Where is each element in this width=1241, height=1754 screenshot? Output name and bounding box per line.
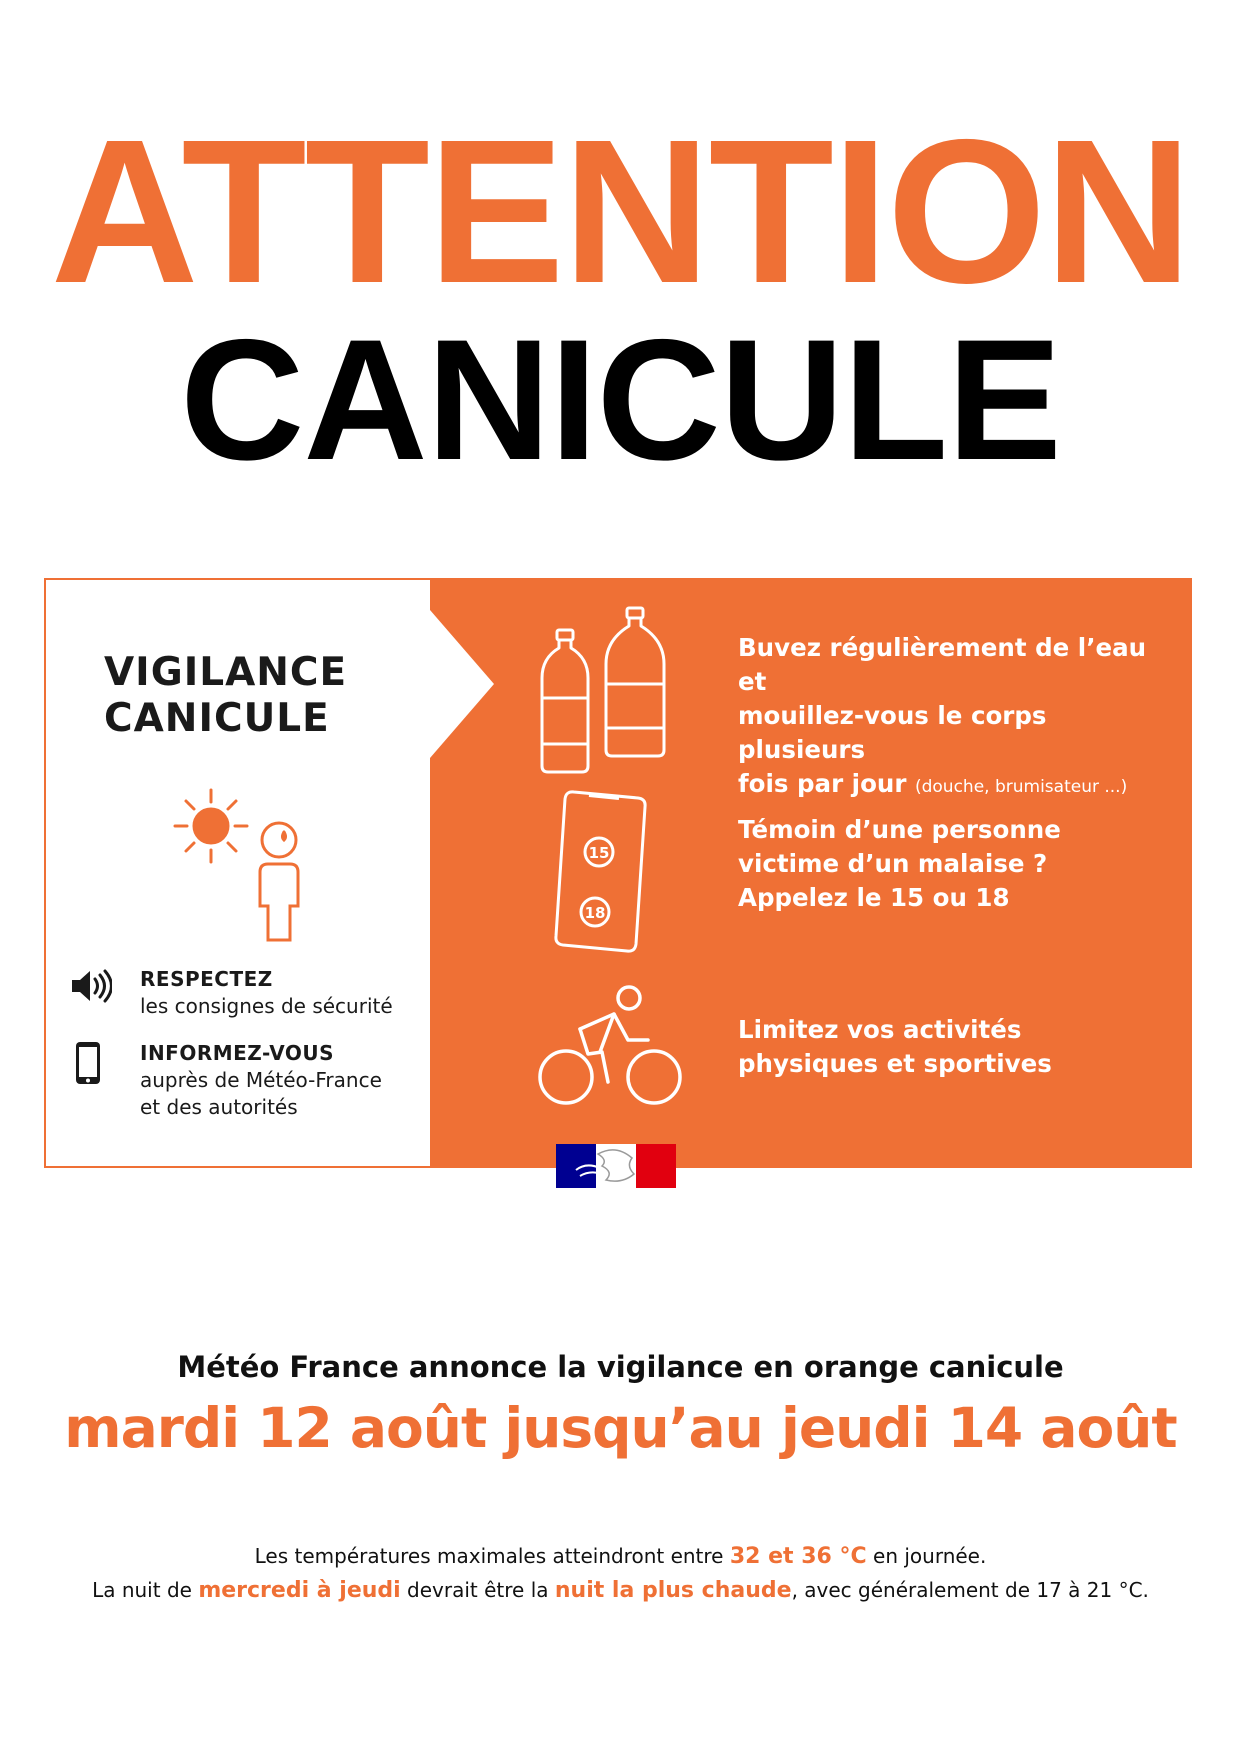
- footer-line1: [0, 1544, 1241, 1569]
- speaker-icon: [68, 966, 112, 1006]
- advice-call-line3: Appelez le 15 ou 18: [738, 883, 1010, 912]
- announcement-dates: mardi 12 août jusqu’au jeudi 14 août: [64, 1396, 1177, 1460]
- smartphone-icon: [68, 1040, 112, 1088]
- phone-number-18: 18: [584, 904, 606, 922]
- advice-sport-line2: physiques et sportives: [738, 1049, 1052, 1078]
- phone-icon: [544, 788, 664, 958]
- footer-line2: [0, 1578, 1241, 1603]
- title-attention: ATTENTION: [50, 97, 1191, 326]
- footer-line1-a: Les températures maximales atteindront entre: [254, 1544, 730, 1568]
- footer-line2-a: La nuit de: [92, 1578, 199, 1602]
- advice-water-line2: mouillez-vous le corps plusieurs: [738, 701, 1047, 764]
- water-bottles-icon: [534, 606, 674, 776]
- advice-call-line2: victime d’un malaise ?: [738, 849, 1048, 878]
- informez-title: INFORMEZ-VOUS: [140, 1041, 335, 1065]
- advice-call: [738, 813, 1178, 915]
- vigilance-title-line2: CANICULE: [104, 696, 330, 741]
- advice-sport: [738, 1013, 1178, 1081]
- footer-line1-b: en journée.: [866, 1544, 987, 1568]
- footer-line2-b: devrait être la: [400, 1578, 555, 1602]
- advice-sport-line1: Limitez vos activités: [738, 1015, 1022, 1044]
- footer-temp-range: 32 et 36 °C: [729, 1544, 867, 1569]
- advice-water-line1: Buvez régulièrement de l’eau et: [738, 633, 1147, 696]
- footer-line2-c: , avec généralement de 17 à 21 °C.: [791, 1578, 1149, 1602]
- republique-francaise-logo: [556, 1144, 676, 1188]
- advice-water-note: (douche, brumisateur ...): [914, 777, 1128, 797]
- sun-person-icon: [156, 768, 356, 958]
- advice-water: [738, 631, 1178, 804]
- vigilance-title-line1: VIGILANCE: [104, 650, 348, 695]
- cyclist-icon: [536, 982, 686, 1112]
- advice-water-line3: fois par jour: [738, 769, 907, 798]
- footer-hottest-night: nuit la plus chaude: [554, 1578, 792, 1603]
- phone-number-15: 15: [588, 844, 610, 862]
- informez-text-2: et des autorités: [140, 1095, 298, 1119]
- respectez-text: les consignes de sécurité: [140, 994, 393, 1018]
- vigilance-left-column: [46, 580, 430, 1166]
- respectez-title: RESPECTEZ: [140, 967, 273, 991]
- informez-text-1: auprès de Météo-France: [140, 1068, 382, 1092]
- vigilance-panel: [44, 578, 1192, 1168]
- panel-arrow: [430, 610, 494, 758]
- vigilance-title: [104, 650, 404, 742]
- advice-call-line1: Témoin d’une personne: [738, 815, 1061, 844]
- title-canicule: CANICULE: [180, 304, 1061, 496]
- footer-night: mercredi à jeudi: [198, 1578, 401, 1603]
- announcement-line1: Météo France annonce la vigilance en orange canicule: [177, 1350, 1064, 1384]
